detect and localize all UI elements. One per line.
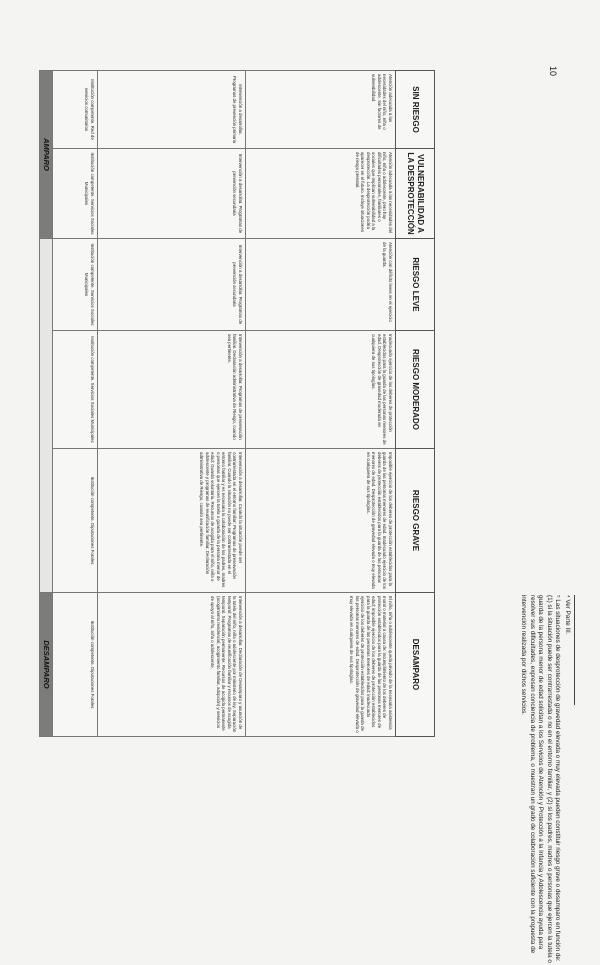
description-cell: Atención adecuada a las necesidades del niño, niña o adolescente. Sin factores de vulnerabilidad. bbox=[246, 71, 396, 149]
header-riesgo-grave: RIESGO GRAVE bbox=[396, 449, 435, 593]
header-riesgo-leve: RIESGO LEVE bbox=[396, 239, 435, 331]
footnote-divider bbox=[574, 595, 575, 705]
header-sin-riesgo: SIN RIESGO bbox=[396, 71, 435, 149]
intervention-cell: Intervención a desarrollar. Declaración de Desamparo y asunción de la tutela del niño, niña o adolescente por ministerio de ley. Separación temporal: Programas de reunificación familiar y recursos de acogida temporal. Separación permanente: Recursos de acogida permanente (acogimiento residencial, acogimiento familiar, adopción) y servicios de apoyo al niño, niña o adolescente. bbox=[98, 593, 246, 737]
intervention-cell: Intervención a desarrollar. Cuando la situación puede ser contrarrestada en el entorno familiar: Programas de preservación familiar. Cuando la situación no puede ser contrarrestada en el entorno familiar y es necesaria la colaboración de los padres, madres o personas que ejercen la tutela o guarda de la persona menor de edad: Guarda voluntaria. Recursos de acogida para el niño, niña o adolescente y programas de reunificación familiar. Declaración administrativa de Riesgo, cuando sea pertinente. bbox=[98, 449, 246, 593]
intervention-cell: Intervención a desarrollar. Programas de preservación familiar. Declaración administrativa de Riesgo, cuando sea pertinente. bbox=[98, 331, 246, 449]
table-row bbox=[53, 71, 98, 737]
institution-cell: Institución competente. Red de servicios comunitarios bbox=[53, 71, 98, 149]
table-row bbox=[246, 71, 396, 737]
page-number: 10 bbox=[548, 65, 559, 77]
intervention-cell: Intervención a desarrollar. Programas de prevención secundaria bbox=[98, 149, 246, 239]
footnotes-region bbox=[465, 595, 575, 965]
intervention-cell: Intervención a desarrollar. Programas de prevención primaria bbox=[98, 71, 246, 149]
gradient-band bbox=[40, 239, 53, 593]
institution-cell: Institución competente. Servicios Sociales Municipales bbox=[53, 149, 98, 239]
description-cell: Atención con déficits leves en el ejercicio de la guarda. bbox=[246, 239, 396, 331]
intervention-cell: Intervención a desarrollar. Programas de prevención secundaria bbox=[98, 239, 246, 331]
header-vulnerabilidad: VULNERABILIDAD A LA DESPROTECCIÓN bbox=[396, 149, 435, 239]
rotated-table-region bbox=[40, 70, 435, 736]
band-row bbox=[40, 71, 53, 737]
table-row bbox=[98, 71, 246, 737]
description-cell: Imposible ejercicio de los deberes de protección establecidos para la guarda de las personas menores de edad. Inadecuado ejercicio de los deberes de protección establecidos para la guarda de las personas menores de edad. Desprotección de gravedad elevada o muy elevada en cualquiera de sus tipologías. bbox=[246, 449, 396, 593]
description-cell: Atención adecuada a las necesidades del niño, niña o adolescente, pero hay dificultades personales, familiares o sociales que implican vulnerabilidad a la desprotección. La desprotección podría aparecer en el futuro. Incluye situaciones de riesgo prenatal. bbox=[246, 149, 396, 239]
header-desamparo: DESAMPARO bbox=[396, 593, 435, 737]
desamparo-band: DESAMPARO bbox=[40, 593, 53, 737]
institution-cell: Institución competente. Servicios Sociales Municipales bbox=[53, 239, 98, 331]
footnote: ⁴ Ver Parte III. bbox=[564, 595, 571, 635]
description-cell: El niño, niña o adolescente queda privado de la necesaria asistencia moral o material a causa de: incumplimiento de los deberes de protección establecidos para la guarda de las personas menores de edad; imposible ejercicio de los deberes de protección establecidos para la guarda de las personas menores de edad; inadecuado ejercicio de los deberes de protección establecidos para la guarda de las personas menores de edad. Desprotección de gravedad elevada o muy elevada en cualquiera de sus tipologías. bbox=[246, 593, 396, 737]
footnote: ⁵ Las situaciones de desprotección de gravedad elevada o muy elevada pueden constituir riesgo grave o desamparo en función de: (1) si la situación puede ser contrarrestada o no en el entorno familiar, y (2) si los padres, madres o personas que ejercen la tutela o guarda de la persona menor de edad solicitan a los Servicios de Atención y Protección a la Infancia y Adolescencia ayuda para resolver sus dificultades, expresan conciencia de problema, o muestran un grado de colaboración suficiente con la propuesta de intervención realizada por dichos servicios. bbox=[520, 595, 562, 963]
institution-cell: Institución competente. Diputaciones Forales bbox=[53, 449, 98, 593]
header-riesgo-moderado: RIESGO MODERADO bbox=[396, 331, 435, 449]
table-header-row bbox=[396, 71, 435, 737]
description-cell: Inadecuado ejercicio de los deberes de protección establecidos para la guarda de las personas menores de edad. Desprotección de gravedad moderada en cualquiera de sus tipologías. bbox=[246, 331, 396, 449]
amparo-band: AMPARO bbox=[40, 71, 53, 239]
risk-levels-table bbox=[39, 70, 435, 737]
institution-cell: Institución competente. Servicios Sociales Municipales bbox=[53, 331, 98, 449]
institution-cell: Institución competente. Diputaciones Forales bbox=[53, 593, 98, 737]
